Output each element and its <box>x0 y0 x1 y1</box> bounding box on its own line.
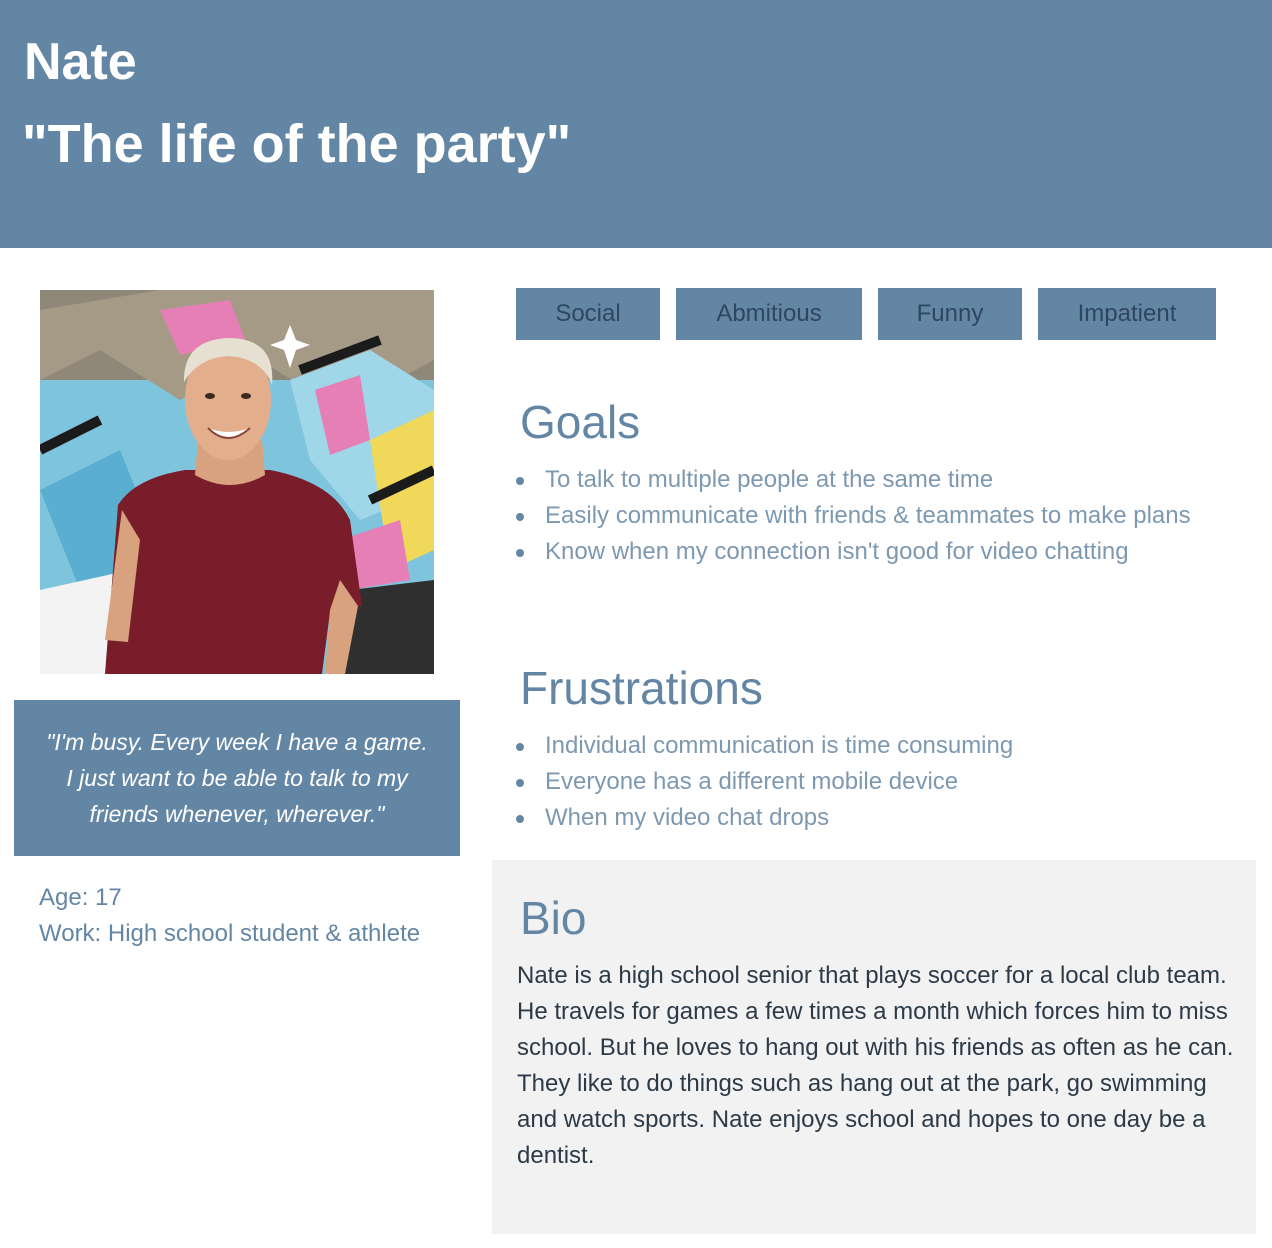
frustrations-list <box>516 728 1013 836</box>
trait-tags <box>516 288 1216 340</box>
goals-title: Goals <box>520 396 641 448</box>
frustration-item: Everyone has a different mobile device <box>516 764 1013 800</box>
trait-tag-social[interactable]: Social <box>516 288 660 340</box>
persona-quote: "I'm busy. Every week I have a game. I just want to be able to talk to my friends whenever, wherever." <box>46 729 428 827</box>
persona-header <box>0 0 1272 248</box>
persona-tagline: "The life of the party" <box>22 114 572 174</box>
trait-tag-impatient[interactable]: Impatient <box>1038 288 1216 340</box>
persona-quote-box <box>14 700 460 856</box>
frustrations-title: Frustrations <box>520 662 763 714</box>
persona-age: Age: 17 <box>39 884 122 911</box>
goal-item: Easily communicate with friends & teammates to make plans <box>516 498 1191 534</box>
persona-photo <box>40 290 434 674</box>
persona-name: Nate <box>24 33 137 91</box>
persona-info <box>39 880 420 952</box>
goals-list <box>516 462 1191 570</box>
trait-tag-funny[interactable]: Funny <box>878 288 1022 340</box>
frustration-item: Individual communication is time consuming <box>516 728 1013 764</box>
bio-section <box>492 860 1256 1234</box>
trait-tag-ambitious[interactable]: Abmitious <box>676 288 862 340</box>
persona-work: Work: High school student & athlete <box>39 920 421 947</box>
goal-item: Know when my connection isn't good for video chatting <box>516 534 1191 570</box>
frustration-item: When my video chat drops <box>516 800 1013 836</box>
bio-title: Bio <box>520 892 587 944</box>
bio-text: Nate is a high school senior that plays soccer for a local club team. He travels for games a few times a month which forces him to miss school. But he loves to hang out with his friends as often as he can. They like to do things such as hang out at the park, go swimming and watch sports. Nate enjoys school and hopes to one day be a dentist. <box>517 962 1234 1169</box>
goal-item: To talk to multiple people at the same time <box>516 462 1191 498</box>
